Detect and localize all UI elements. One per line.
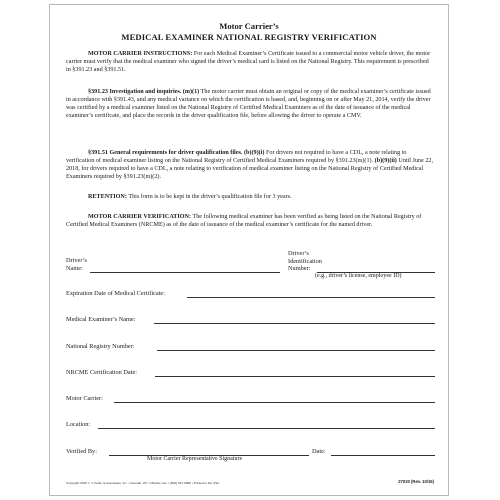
retention-paragraph [66, 193, 434, 201]
verification-heading: MOTOR CARRIER VERIFICATION: [88, 214, 192, 220]
rule-391-23-heading: §391.23 Investigation and inquiries. (m)(1) [88, 89, 200, 95]
verification-paragraph [66, 213, 434, 229]
expiration-date-field[interactable] [187, 297, 435, 298]
rule-391-51-heading-b: (b)(9)(ii) [374, 158, 397, 165]
form-title-line1: Motor Carrier’s [219, 21, 279, 31]
rule-391-51-paragraph [66, 149, 434, 181]
driver-name-field[interactable] [90, 272, 280, 273]
retention-text: This form is to be kept in the driver’s qualification file for 3 years. [128, 194, 292, 200]
motor-carrier-label: Motor Carrier: [66, 395, 103, 402]
expiration-date-label: Expiration Date of Medical Certificate: [66, 290, 165, 297]
motor-carrier-field[interactable] [114, 402, 435, 403]
retention-heading: RETENTION: [88, 194, 127, 200]
instructions-heading: MOTOR CARRIER INSTRUCTIONS: [88, 51, 193, 57]
signature-hint: Motor Carrier Representative Signature [147, 456, 243, 462]
registry-number-field[interactable] [157, 350, 435, 351]
date-label: Date: [312, 448, 326, 455]
rule-391-23-text: The motor carrier must obtain an original or copy of the medical examiner’s certificate issued in accordance with §391.43, and any medical variance on which the certification is based, and, beginning on or after May 21, 2014, verify the driver was certified by a medical examiner listed on the National Registry of Certified Medical Examiners as of the date of issuance of the medical examiner’s certificate, and place the records in the driver qualification file, before allowing the driver to operate a CMV. [66, 89, 431, 120]
driver-name-label: Driver’s Name: [66, 257, 87, 272]
instructions-paragraph [66, 50, 434, 74]
driver-id-hint: (e.g., driver’s license, employee ID) [315, 273, 402, 279]
examiner-name-field[interactable] [154, 323, 435, 324]
rule-391-23-paragraph [66, 88, 434, 120]
registry-number-label: National Registry Number: [66, 343, 135, 350]
certification-date-field[interactable] [155, 376, 435, 377]
form-sheet [49, 4, 449, 496]
verified-by-label: Verified By: [66, 448, 97, 455]
rule-391-51-text-a: For drivers not required to have a CDL, a note relating to verification of medical examiner listing on the National Registry of Certified Medical Examiners required by §391.23(m)(1). [66, 150, 407, 165]
form-number: 27033 (Rev. 10/15) [398, 479, 434, 484]
examiner-name-label: Medical Examiner’s Name: [66, 316, 136, 323]
location-field[interactable] [98, 428, 435, 429]
driver-id-label: Driver’s Identification Number: [288, 250, 322, 273]
verification-text: The following medical examiner has been verified as being listed on the National Registry of Certified Medical Examiners (NRCME) as of the date of issuance of the medical examiner’s certificate for the named driver. [66, 214, 422, 229]
copyright-footer: Copyright 2015 J. J. Keller & Associates, Inc. • Neenah, WI • JJKeller.com • (800) 327-6868 • Printed in the USA [66, 481, 220, 485]
location-label: Location: [66, 421, 91, 428]
date-field[interactable] [331, 455, 435, 456]
instructions-text: For each Medical Examiner’s Certificate issued to a commercial motor vehicle driver, the motor carrier must verify that the medical examiner who signed the driver’s medical card is listed on the National Registry. This requirement is prescribed in §391.23 and §391.51. [66, 51, 431, 74]
form-title: MEDICAL EXAMINER NATIONAL REGISTRY VERIFICATION [121, 32, 377, 42]
rule-391-51-text-b: Until June 22, 2018, for drivers required to have a CDL, a note relating to verification of medical examiner listing on the National Registry of Certified Medical Examiners required by §391.23(m)(2). [66, 158, 434, 181]
certification-date-label: NRCME Certification Date: [66, 369, 137, 376]
rule-391-51-heading: §391.51 General requirements for driver qualification files. (b)(9)(i) [88, 150, 265, 156]
